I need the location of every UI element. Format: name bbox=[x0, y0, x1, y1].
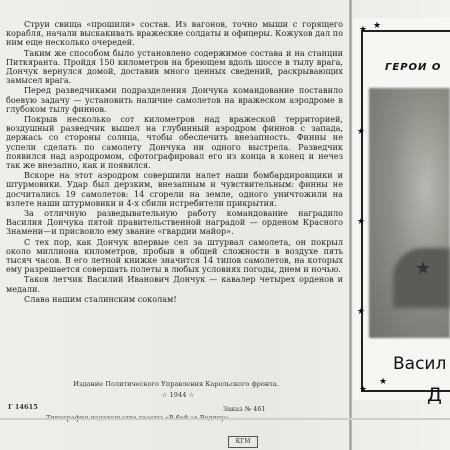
article-paragraph: С тех пор, как Дончук впервые сел за штурвал самолета, он покрыл около миллиона километров, пробыв в общей сложности в воздухе пять тысяч часов. В его летной книжке значится 14 типов самолетов, на которых ему разрешается совершать полеты в любых условиях погоды, днем и ночью. bbox=[6, 236, 343, 275]
hero-poster bbox=[353, 18, 450, 406]
poster-border bbox=[361, 30, 363, 392]
publisher-line: Издание Политического Управления Карельского фронта. bbox=[73, 380, 279, 388]
censor-code: Г 14615 bbox=[8, 403, 38, 411]
poster-name: Васил bbox=[393, 354, 447, 374]
article-column bbox=[6, 20, 343, 412]
fold-line bbox=[349, 0, 352, 450]
article-closing: Слава нашим сталинским соколам! bbox=[24, 293, 177, 304]
publication-year bbox=[78, 391, 278, 399]
star-icon: ☆ bbox=[161, 391, 168, 399]
star-icon: ☆ bbox=[188, 391, 195, 399]
star-icon: ★ bbox=[373, 21, 382, 31]
star-icon: ★ bbox=[357, 217, 366, 227]
year-text: 1944 bbox=[169, 391, 187, 399]
article-paragraph: Стрyи свища «прошили» состав. Из вагонов, точно мыши с горящего корабля, начали выскакивать вражеские солдаты и офицеры. Кожухов дал по ним еще несколько очередей. bbox=[6, 20, 343, 48]
star-icon: ★ bbox=[379, 377, 388, 387]
star-icon: ★ bbox=[359, 385, 368, 395]
archive-stamp: КГМ bbox=[228, 436, 258, 448]
article-paragraph: Покрыв несколько сот километров над вражеской территорией, воздушный разведчик вышел на глубинный аэродром финнов с запада, держась со стороны солнца, чтобы обеспечить внезапность. Финны не успели сделать по самолету Дончука ни одного выстрела. Разведчик появился над аэродромом, сфотографировал его из конца в конец и нечез так же внезапно, как и появился. bbox=[6, 114, 343, 171]
article-paragraph: Вскоре на этот аэродром совершили налет наши бомбардировщики и штурмовики. Удар был дерзким, внезапным и чувствительным: финны не досчитались 19 самолетов: 14 сгорели на земле, одного уничтожили на взлете наши штурмовики и 4-х сбили истребители прикрытия. bbox=[6, 170, 343, 208]
star-icon: ★ bbox=[357, 127, 366, 137]
poster-title: ГЕРОИ О bbox=[385, 62, 442, 73]
poster-surname: Д bbox=[427, 384, 442, 406]
star-icon: ★ bbox=[357, 307, 366, 317]
article-paragraph: Перед разведчиками подразделения Дончука командование поставило боевую задачу — установить наличие самолетов на вражеском аэродроме в глубоком тылу финнов. bbox=[6, 85, 343, 114]
article-paragraph: За отличную разведывательную работу командование наградило Василия Дончука пятой правительственной наградой — орденом Красного Знамени—и присвоило ему звание «гвардии майор». bbox=[6, 208, 343, 237]
star-icon: ★ bbox=[359, 25, 368, 35]
imprint-footer bbox=[8, 380, 338, 420]
medal-star-icon: ★ bbox=[415, 258, 432, 279]
article-paragraph: Таким же способом было установлено содержимое состава и на станции Питкяранта. Пройдя 150 километров на бреющем вдоль шоссе в тылу врага, Дончук вернулся домой, доставив много ценных сведений, раскрывающих замысел врага. bbox=[6, 47, 343, 86]
order-number: Заказ № 461 bbox=[223, 405, 266, 413]
article-paragraph: Таков летчик Василий Иванович Дончук — кавалер четырех орденов и медали. bbox=[6, 274, 343, 294]
fold-line-horizontal bbox=[0, 418, 450, 420]
